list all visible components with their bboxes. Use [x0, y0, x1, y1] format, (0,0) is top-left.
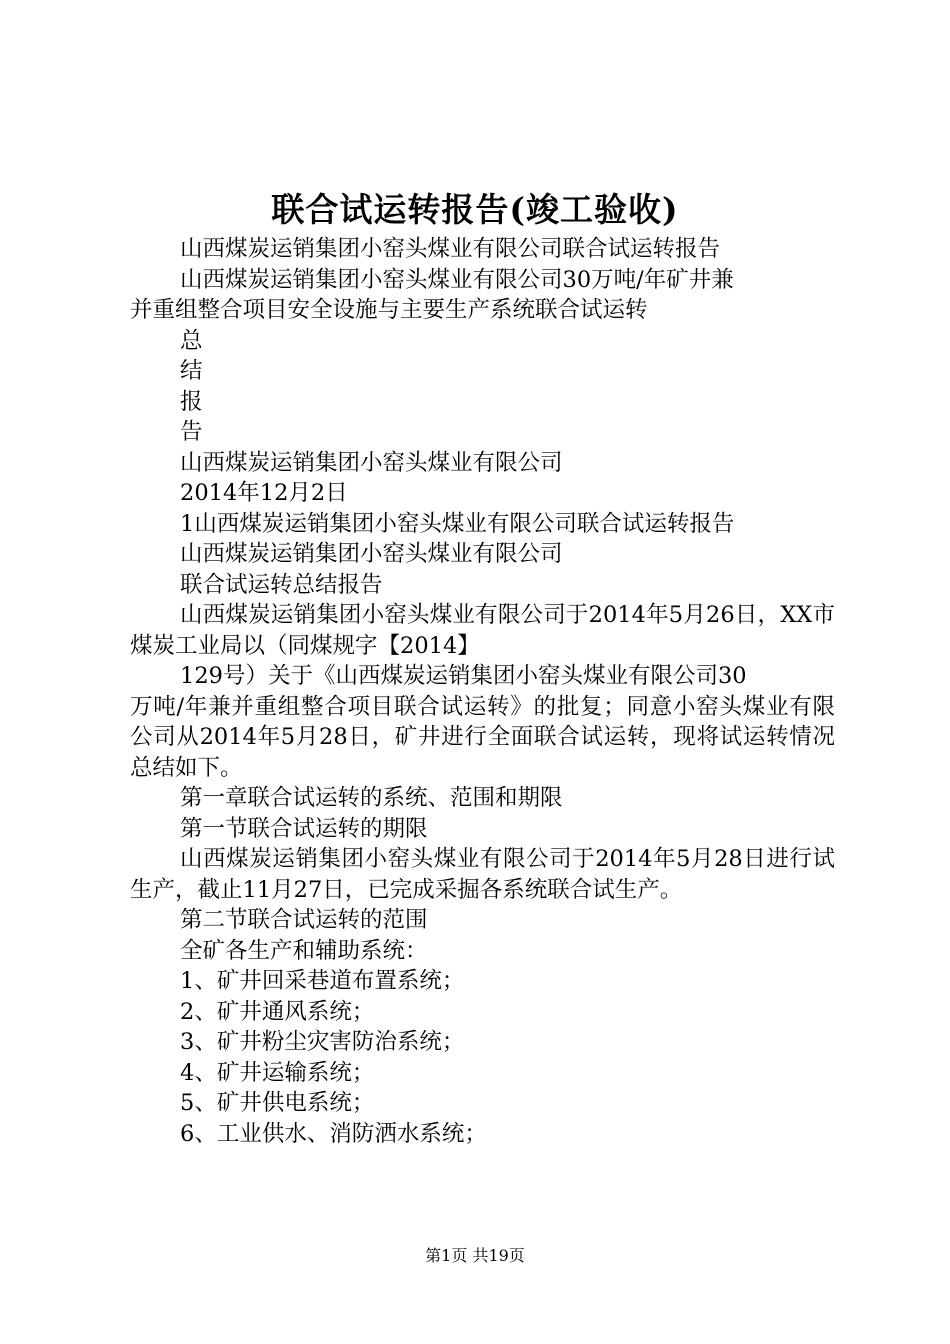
- document-body: [130, 234, 835, 1149]
- vertical-char-2: 结: [180, 358, 203, 384]
- approval-paragraph-rest: 万吨/年兼并重组整合项目联合试运转》的批复；同意小窑头煤业有限公司从2014年5月28日，矿井进行全面联合试运转，现将试运转情况总结如下。: [130, 693, 835, 781]
- report-date: 2014年12月2日: [180, 480, 348, 506]
- list-item: 6、工业供水、消防洒水系统；: [180, 1120, 487, 1147]
- list-item: 5、矿井供电系统；: [180, 1090, 375, 1116]
- list-item: 2、矿井通风系统；: [180, 998, 375, 1025]
- list-item: 4、矿井运输系统；: [180, 1059, 375, 1086]
- section-1-heading: 1山西煤炭运销集团小窑头煤业有限公司联合试运转报告: [180, 510, 735, 537]
- project-title-line-1: 山西煤炭运销集团小窑头煤业有限公司30万吨/年矿井兼: [180, 266, 734, 293]
- list-item: 3、矿井粉尘灾害防治系统；: [180, 1029, 465, 1055]
- trial-period-paragraph: 山西煤炭运销集团小窑头煤业有限公司于2014年5月28日进行试生产，截止11月27日，已完成采掘各系统联合试生产。: [130, 846, 835, 903]
- approval-paragraph-first-line: 129号）关于《山西煤炭运销集团小窑头煤业有限公司30: [180, 663, 747, 689]
- company-name-line: 山西煤炭运销集团小窑头煤业有限公司: [180, 449, 563, 476]
- section-2-scope-heading: 第二节联合试运转的范围: [180, 907, 428, 933]
- project-title-line-2: 并重组整合项目安全设施与主要生产系统联合试运转: [130, 297, 648, 323]
- page-number-footer: 第1页 共19页: [425, 1246, 525, 1265]
- chapter-1-heading: 第一章联合试运转的系统、范围和期限: [180, 785, 563, 811]
- vertical-char-1: 总: [180, 327, 203, 354]
- list-item: 1、矿井回采巷道布置系统；: [180, 968, 465, 994]
- vertical-char-3: 报: [180, 388, 203, 415]
- report-heading-line: 山西煤炭运销集团小窑头煤业有限公司联合试运转报告: [180, 236, 721, 262]
- summary-report-heading: 联合试运转总结报告: [180, 571, 383, 598]
- intro-paragraph: 山西煤炭运销集团小窑头煤业有限公司于2014年5月26日，XX市煤炭工业局以（同煤规字【2014】: [130, 602, 835, 659]
- company-name-line-2: 山西煤炭运销集团小窑头煤业有限公司: [180, 541, 563, 567]
- document-title: 联合试运转报告(竣工验收): [271, 190, 679, 229]
- systems-intro: 全矿各生产和辅助系统：: [180, 937, 428, 964]
- section-1-period-heading: 第一节联合试运转的期限: [180, 815, 428, 842]
- vertical-char-4: 告: [180, 419, 203, 445]
